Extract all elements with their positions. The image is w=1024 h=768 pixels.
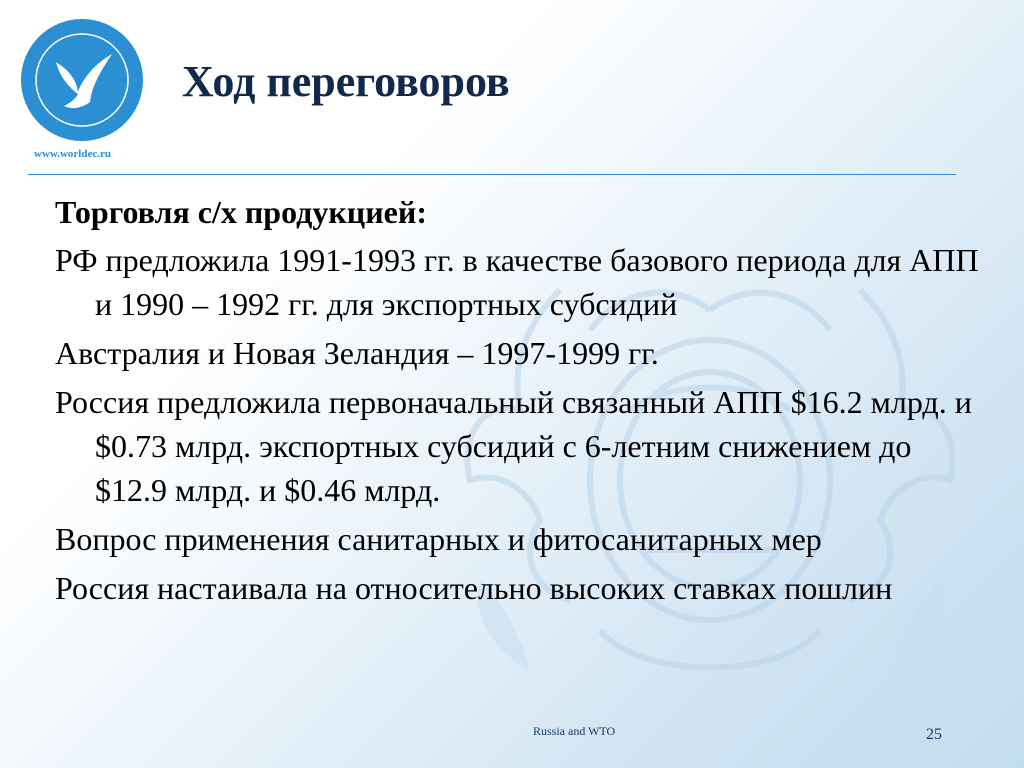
university-logo [20,18,144,142]
title-divider [28,174,956,175]
paragraph-tariff-rates: Россия настаивала на относительно высоких ставках пошлин [55,570,893,606]
website-url: www.worldec.ru [34,148,111,160]
paragraph-sanitary-measures: Вопрос применения санитарных и фитосанитарных мер [55,521,822,557]
paragraph-australia-nz: Австралия и Новая Зеландия – 1997-1999 гг. [55,335,659,371]
slide-content [55,190,985,615]
section-subheading: Торговля с/х продукцией: [55,194,427,230]
footer-text: Russia and WTO [533,724,616,738]
paragraph-base-period: РФ предложила 1991-1993 гг. в качестве базового периода для АПП и 1990 – 1992 гг. для экспортных субсидий [55,242,979,322]
page-title: Ход переговоров [182,57,510,106]
page-number: 25 [926,726,942,743]
paragraph-russia-proposal: Россия предложила первоначальный связанный АПП $16.2 млрд. и $0.73 млрд. экспортных субсидий с 6-летним снижением до $12.9 млрд. и $0.46 млрд. [55,384,972,508]
